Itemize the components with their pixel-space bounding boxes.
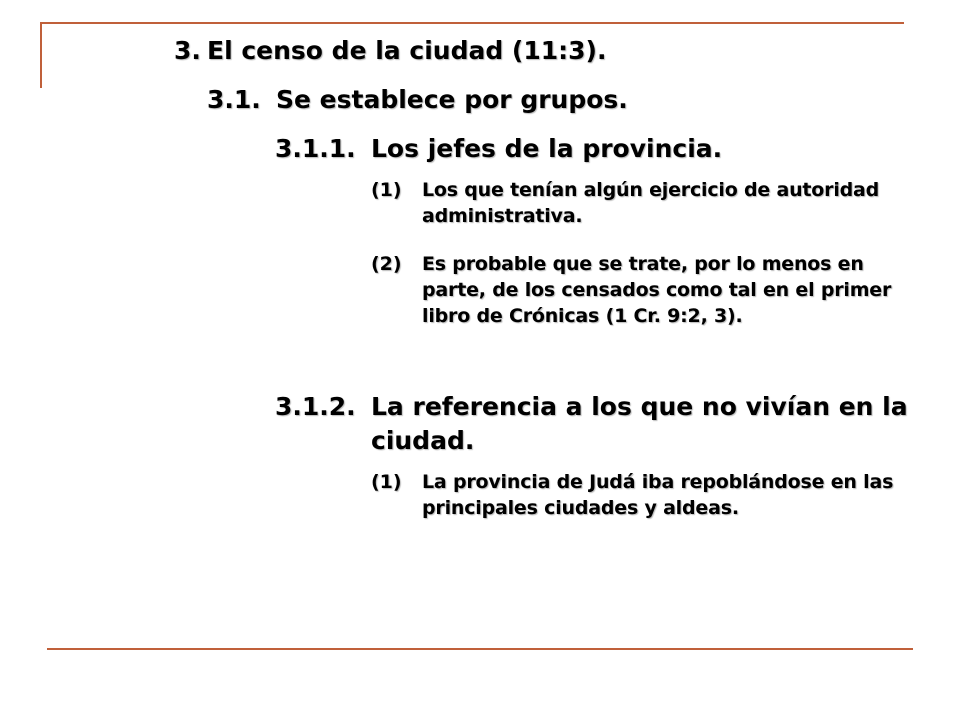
outline-level4-item <box>371 177 931 229</box>
outline-level4-number: (2) <box>371 253 402 275</box>
outline-level4-text: Los que tenían algún ejercicio de autoridad administrativa. <box>422 179 880 227</box>
outline-level4-number: (1) <box>371 471 402 493</box>
outline-level4-text: La provincia de Judá iba repoblándose en las principales ciudades y aldeas. <box>422 471 894 519</box>
outline-level4-item <box>371 251 931 329</box>
outline-level1-text: El censo de la ciudad (11:3). <box>207 36 607 65</box>
outline-level1-item <box>174 34 606 68</box>
outline-level4-text: Es probable que se trate, por lo menos en parte, de los censados como tal en el primer libro de Crónicas (1 Cr. 9:2, 3). <box>422 253 892 327</box>
left-rule <box>40 22 42 88</box>
outline-level3-text: La referencia a los que no vivían en la ciudad. <box>371 392 908 455</box>
outline-level3-text: Los jefes de la provincia. <box>371 134 723 163</box>
outline-level2-item <box>207 83 628 117</box>
outline-level2-number: 3.1. <box>207 85 261 114</box>
outline-level3-item <box>275 132 915 166</box>
outline-level3-number: 3.1.1. <box>275 134 356 163</box>
bottom-rule <box>47 648 913 650</box>
outline-level2-text: Se establece por grupos. <box>276 85 628 114</box>
top-rule <box>40 22 904 24</box>
outline-level1-number: 3. <box>174 36 201 65</box>
outline-level3-item <box>275 390 915 458</box>
outline-level3-number: 3.1.2. <box>275 392 356 421</box>
outline-level4-number: (1) <box>371 179 402 201</box>
outline-level4-item <box>371 469 931 521</box>
